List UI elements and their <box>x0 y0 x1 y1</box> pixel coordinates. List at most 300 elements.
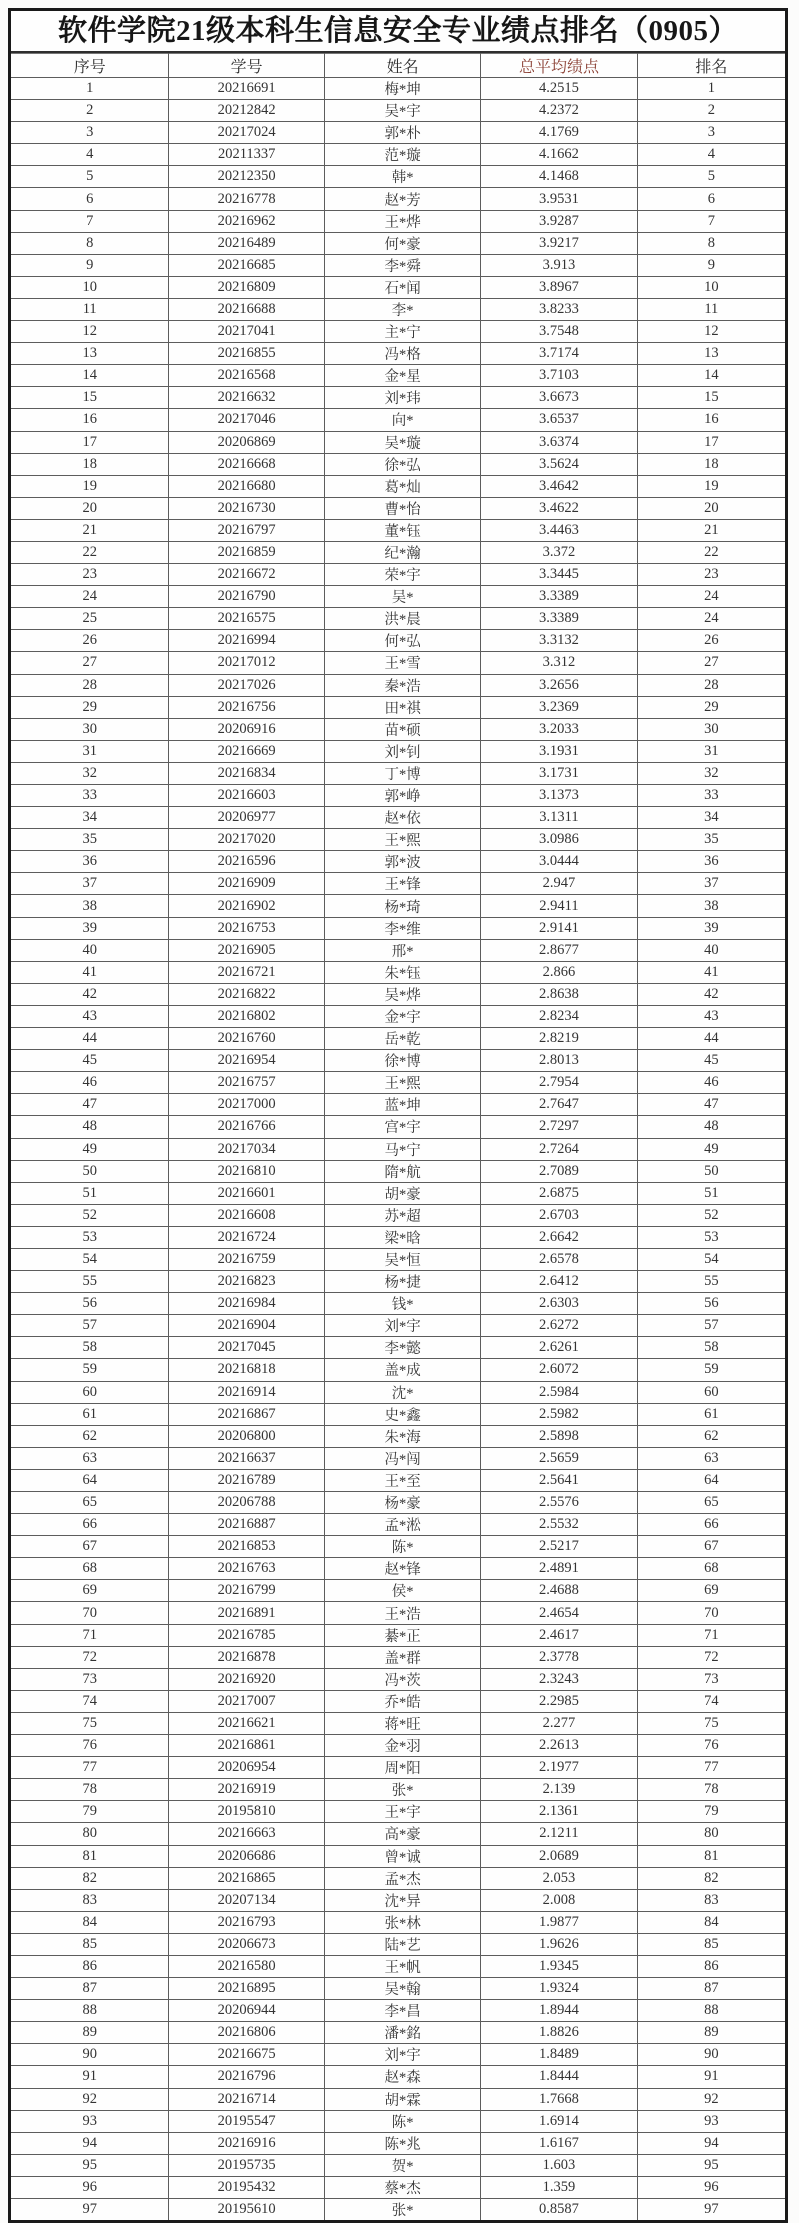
cell-rank: 39 <box>637 917 785 939</box>
cell-rank: 92 <box>637 2088 785 2110</box>
cell-index: 64 <box>11 1469 169 1491</box>
cell-index: 66 <box>11 1514 169 1536</box>
cell-name: 赵*锋 <box>324 1558 480 1580</box>
cell-gpa: 2.1211 <box>481 1823 637 1845</box>
cell-rank: 29 <box>637 696 785 718</box>
cell-student_id: 20216757 <box>169 1072 325 1094</box>
cell-name: 杨*豪 <box>324 1492 480 1514</box>
cell-index: 61 <box>11 1403 169 1425</box>
cell-student_id: 20217041 <box>169 321 325 343</box>
cell-rank: 59 <box>637 1359 785 1381</box>
cell-student_id: 20216637 <box>169 1447 325 1469</box>
table-row <box>11 1425 785 1447</box>
cell-rank: 75 <box>637 1712 785 1734</box>
cell-gpa: 2.1361 <box>481 1801 637 1823</box>
cell-rank: 42 <box>637 983 785 1005</box>
cell-index: 79 <box>11 1801 169 1823</box>
cell-index: 78 <box>11 1779 169 1801</box>
cell-index: 84 <box>11 1911 169 1933</box>
cell-rank: 88 <box>637 2000 785 2022</box>
cell-name: 沈*异 <box>324 1889 480 1911</box>
cell-index: 73 <box>11 1668 169 1690</box>
cell-gpa: 3.2656 <box>481 674 637 696</box>
table-row <box>11 2022 785 2044</box>
cell-index: 35 <box>11 829 169 851</box>
cell-gpa: 2.277 <box>481 1712 637 1734</box>
cell-rank: 50 <box>637 1160 785 1182</box>
cell-student_id: 20216675 <box>169 2044 325 2066</box>
table-row <box>11 696 785 718</box>
cell-name: 陈* <box>324 1536 480 1558</box>
cell-student_id: 20217024 <box>169 122 325 144</box>
cell-student_id: 20216575 <box>169 608 325 630</box>
cell-rank: 34 <box>637 807 785 829</box>
cell-rank: 24 <box>637 608 785 630</box>
cell-gpa: 2.8677 <box>481 939 637 961</box>
cell-gpa: 3.6374 <box>481 431 637 453</box>
cell-gpa: 3.4622 <box>481 497 637 519</box>
cell-index: 38 <box>11 895 169 917</box>
cell-name: 王*浩 <box>324 1602 480 1624</box>
cell-gpa: 1.9877 <box>481 1911 637 1933</box>
cell-rank: 61 <box>637 1403 785 1425</box>
cell-gpa: 3.8967 <box>481 276 637 298</box>
cell-gpa: 1.603 <box>481 2154 637 2176</box>
cell-student_id: 20216902 <box>169 895 325 917</box>
table-row <box>11 122 785 144</box>
table-row <box>11 564 785 586</box>
cell-rank: 43 <box>637 1005 785 1027</box>
cell-gpa: 3.0986 <box>481 829 637 851</box>
cell-gpa: 2.7264 <box>481 1138 637 1160</box>
table-row <box>11 453 785 475</box>
cell-student_id: 20216603 <box>169 785 325 807</box>
cell-student_id: 20207134 <box>169 1889 325 1911</box>
cell-student_id: 20216724 <box>169 1226 325 1248</box>
cell-index: 97 <box>11 2199 169 2221</box>
ranking-table <box>11 53 785 2220</box>
cell-gpa: 2.5532 <box>481 1514 637 1536</box>
cell-student_id: 20216855 <box>169 343 325 365</box>
cell-rank: 83 <box>637 1889 785 1911</box>
cell-rank: 36 <box>637 851 785 873</box>
table-row <box>11 917 785 939</box>
cell-gpa: 4.1662 <box>481 144 637 166</box>
cell-name: 杨*琦 <box>324 895 480 917</box>
table-row <box>11 1514 785 1536</box>
table-row <box>11 1845 785 1867</box>
cell-rank: 52 <box>637 1204 785 1226</box>
cell-name: 杨*捷 <box>324 1271 480 1293</box>
cell-rank: 12 <box>637 321 785 343</box>
cell-name: 张*林 <box>324 1911 480 1933</box>
table-row <box>11 1735 785 1757</box>
cell-name: 刘*宇 <box>324 1315 480 1337</box>
cell-index: 23 <box>11 564 169 586</box>
table-row <box>11 1271 785 1293</box>
cell-rank: 71 <box>637 1624 785 1646</box>
cell-student_id: 20217026 <box>169 674 325 696</box>
cell-gpa: 3.3389 <box>481 608 637 630</box>
cell-name: 何*弘 <box>324 630 480 652</box>
cell-gpa: 3.7103 <box>481 365 637 387</box>
header-rank: 排名 <box>637 54 785 78</box>
cell-rank: 5 <box>637 166 785 188</box>
cell-index: 92 <box>11 2088 169 2110</box>
header-index: 序号 <box>11 54 169 78</box>
cell-student_id: 20216759 <box>169 1248 325 1270</box>
cell-gpa: 2.9411 <box>481 895 637 917</box>
cell-name: 苏*超 <box>324 1204 480 1226</box>
cell-index: 18 <box>11 453 169 475</box>
cell-student_id: 20216680 <box>169 475 325 497</box>
cell-name: 孟*杰 <box>324 1867 480 1889</box>
cell-index: 10 <box>11 276 169 298</box>
cell-gpa: 3.0444 <box>481 851 637 873</box>
cell-name: 胡*豪 <box>324 1182 480 1204</box>
cell-gpa: 2.5641 <box>481 1469 637 1491</box>
cell-rank: 78 <box>637 1779 785 1801</box>
cell-index: 47 <box>11 1094 169 1116</box>
cell-gpa: 1.6167 <box>481 2132 637 2154</box>
cell-rank: 66 <box>637 1514 785 1536</box>
cell-student_id: 20216632 <box>169 387 325 409</box>
table-row <box>11 166 785 188</box>
table-row <box>11 608 785 630</box>
table-row <box>11 1138 785 1160</box>
table-row <box>11 718 785 740</box>
cell-name: 郭*峥 <box>324 785 480 807</box>
table-row <box>11 1072 785 1094</box>
cell-name: 丁*博 <box>324 762 480 784</box>
cell-name: 石*闻 <box>324 276 480 298</box>
cell-index: 30 <box>11 718 169 740</box>
cell-name: 吴* <box>324 586 480 608</box>
cell-index: 85 <box>11 1933 169 1955</box>
cell-name: 徐*弘 <box>324 453 480 475</box>
table-row <box>11 895 785 917</box>
table-row <box>11 1160 785 1182</box>
cell-index: 74 <box>11 1690 169 1712</box>
table-row <box>11 1359 785 1381</box>
cell-student_id: 20216822 <box>169 983 325 1005</box>
cell-student_id: 20216789 <box>169 1469 325 1491</box>
cell-rank: 37 <box>637 873 785 895</box>
cell-name: 王*熙 <box>324 1072 480 1094</box>
cell-gpa: 2.4617 <box>481 1624 637 1646</box>
table-row <box>11 807 785 829</box>
table-row <box>11 188 785 210</box>
cell-rank: 24 <box>637 586 785 608</box>
cell-name: 洪*晨 <box>324 608 480 630</box>
cell-gpa: 3.5624 <box>481 453 637 475</box>
table-row <box>11 2199 785 2221</box>
cell-student_id: 20195810 <box>169 1801 325 1823</box>
cell-name: 王*宇 <box>324 1801 480 1823</box>
cell-rank: 7 <box>637 210 785 232</box>
cell-name: 张* <box>324 2199 480 2221</box>
cell-name: 梁*晗 <box>324 1226 480 1248</box>
cell-rank: 94 <box>637 2132 785 2154</box>
cell-name: 向* <box>324 409 480 431</box>
cell-gpa: 3.3132 <box>481 630 637 652</box>
cell-gpa: 3.913 <box>481 254 637 276</box>
table-row <box>11 961 785 983</box>
table-row <box>11 210 785 232</box>
cell-rank: 77 <box>637 1757 785 1779</box>
cell-name: 冯*格 <box>324 343 480 365</box>
cell-gpa: 2.6303 <box>481 1293 637 1315</box>
cell-name: 张* <box>324 1779 480 1801</box>
cell-gpa: 1.9626 <box>481 1933 637 1955</box>
cell-index: 77 <box>11 1757 169 1779</box>
cell-student_id: 20216962 <box>169 210 325 232</box>
cell-name: 荣*宇 <box>324 564 480 586</box>
cell-name: 王*烨 <box>324 210 480 232</box>
cell-gpa: 3.2369 <box>481 696 637 718</box>
cell-name: 吴*翰 <box>324 1978 480 2000</box>
cell-index: 14 <box>11 365 169 387</box>
cell-gpa: 3.4642 <box>481 475 637 497</box>
cell-name: 金*羽 <box>324 1735 480 1757</box>
cell-name: 金*宇 <box>324 1005 480 1027</box>
cell-student_id: 20216867 <box>169 1403 325 1425</box>
cell-student_id: 20216916 <box>169 2132 325 2154</box>
cell-student_id: 20216785 <box>169 1624 325 1646</box>
cell-gpa: 2.4654 <box>481 1602 637 1624</box>
table-row <box>11 387 785 409</box>
table-body <box>11 78 785 2221</box>
cell-index: 90 <box>11 2044 169 2066</box>
table-row <box>11 873 785 895</box>
table-row <box>11 1779 785 1801</box>
cell-rank: 38 <box>637 895 785 917</box>
cell-student_id: 20216810 <box>169 1160 325 1182</box>
table-row <box>11 1315 785 1337</box>
cell-gpa: 2.4688 <box>481 1580 637 1602</box>
table-row <box>11 1381 785 1403</box>
table-row <box>11 1823 785 1845</box>
cell-gpa: 2.2985 <box>481 1690 637 1712</box>
table-row <box>11 232 785 254</box>
cell-rank: 72 <box>637 1646 785 1668</box>
cell-index: 93 <box>11 2110 169 2132</box>
cell-rank: 41 <box>637 961 785 983</box>
cell-index: 19 <box>11 475 169 497</box>
table-row <box>11 1116 785 1138</box>
cell-student_id: 20216891 <box>169 1602 325 1624</box>
cell-rank: 84 <box>637 1911 785 1933</box>
cell-student_id: 20216865 <box>169 1867 325 1889</box>
cell-rank: 90 <box>637 2044 785 2066</box>
cell-index: 25 <box>11 608 169 630</box>
cell-rank: 3 <box>637 122 785 144</box>
table-row <box>11 321 785 343</box>
cell-name: 李*舜 <box>324 254 480 276</box>
cell-index: 1 <box>11 78 169 100</box>
cell-gpa: 3.2033 <box>481 718 637 740</box>
cell-student_id: 20216904 <box>169 1315 325 1337</box>
cell-gpa: 3.1311 <box>481 807 637 829</box>
cell-rank: 47 <box>637 1094 785 1116</box>
cell-rank: 14 <box>637 365 785 387</box>
cell-index: 58 <box>11 1337 169 1359</box>
cell-gpa: 1.9345 <box>481 1955 637 1977</box>
cell-student_id: 20206673 <box>169 1933 325 1955</box>
cell-gpa: 2.6412 <box>481 1271 637 1293</box>
cell-index: 22 <box>11 541 169 563</box>
cell-student_id: 20217000 <box>169 1094 325 1116</box>
cell-name: 宫*宇 <box>324 1116 480 1138</box>
cell-student_id: 20206977 <box>169 807 325 829</box>
cell-student_id: 20216756 <box>169 696 325 718</box>
cell-student_id: 20216914 <box>169 1381 325 1403</box>
cell-gpa: 3.6673 <box>481 387 637 409</box>
table-row <box>11 1602 785 1624</box>
cell-gpa: 2.6261 <box>481 1337 637 1359</box>
cell-name: 苗*硕 <box>324 718 480 740</box>
cell-index: 16 <box>11 409 169 431</box>
cell-name: 王*雪 <box>324 652 480 674</box>
table-row <box>11 1337 785 1359</box>
cell-gpa: 2.2613 <box>481 1735 637 1757</box>
cell-name: 范*璇 <box>324 144 480 166</box>
cell-rank: 67 <box>637 1536 785 1558</box>
cell-index: 17 <box>11 431 169 453</box>
cell-gpa: 2.6272 <box>481 1315 637 1337</box>
cell-rank: 18 <box>637 453 785 475</box>
cell-rank: 65 <box>637 1492 785 1514</box>
cell-name: 韩* <box>324 166 480 188</box>
cell-gpa: 3.7174 <box>481 343 637 365</box>
table-row <box>11 519 785 541</box>
cell-rank: 44 <box>637 1028 785 1050</box>
cell-student_id: 20216730 <box>169 497 325 519</box>
cell-rank: 9 <box>637 254 785 276</box>
cell-index: 51 <box>11 1182 169 1204</box>
table-row <box>11 254 785 276</box>
cell-rank: 1 <box>637 78 785 100</box>
table-row <box>11 762 785 784</box>
cell-gpa: 1.8826 <box>481 2022 637 2044</box>
cell-student_id: 20216859 <box>169 541 325 563</box>
ranking-sheet <box>8 8 788 2223</box>
cell-gpa: 2.5217 <box>481 1536 637 1558</box>
cell-gpa: 2.5982 <box>481 1403 637 1425</box>
cell-index: 41 <box>11 961 169 983</box>
cell-student_id: 20216994 <box>169 630 325 652</box>
cell-name: 田*祺 <box>324 696 480 718</box>
cell-name: 王*熙 <box>324 829 480 851</box>
cell-name: 王*至 <box>324 1469 480 1491</box>
cell-student_id: 20216919 <box>169 1779 325 1801</box>
cell-index: 49 <box>11 1138 169 1160</box>
cell-index: 11 <box>11 298 169 320</box>
cell-student_id: 20216489 <box>169 232 325 254</box>
cell-index: 43 <box>11 1005 169 1027</box>
cell-student_id: 20216760 <box>169 1028 325 1050</box>
cell-student_id: 20216861 <box>169 1735 325 1757</box>
cell-rank: 2 <box>637 100 785 122</box>
cell-name: 蔡*杰 <box>324 2176 480 2198</box>
cell-gpa: 2.008 <box>481 1889 637 1911</box>
cell-gpa: 3.6537 <box>481 409 637 431</box>
cell-index: 6 <box>11 188 169 210</box>
table-row <box>11 298 785 320</box>
cell-index: 54 <box>11 1248 169 1270</box>
cell-index: 65 <box>11 1492 169 1514</box>
cell-gpa: 3.9287 <box>481 210 637 232</box>
cell-student_id: 20216853 <box>169 1536 325 1558</box>
cell-rank: 70 <box>637 1602 785 1624</box>
cell-student_id: 20216797 <box>169 519 325 541</box>
cell-gpa: 3.8233 <box>481 298 637 320</box>
cell-gpa: 2.8219 <box>481 1028 637 1050</box>
table-row <box>11 2088 785 2110</box>
cell-student_id: 20216596 <box>169 851 325 873</box>
table-row <box>11 652 785 674</box>
cell-name: 綦*正 <box>324 1624 480 1646</box>
cell-gpa: 2.1977 <box>481 1757 637 1779</box>
cell-student_id: 20216905 <box>169 939 325 961</box>
cell-rank: 23 <box>637 564 785 586</box>
cell-index: 34 <box>11 807 169 829</box>
table-row <box>11 1492 785 1514</box>
cell-rank: 8 <box>637 232 785 254</box>
cell-rank: 58 <box>637 1337 785 1359</box>
table-row <box>11 78 785 100</box>
table-row <box>11 100 785 122</box>
cell-student_id: 20206916 <box>169 718 325 740</box>
table-row <box>11 144 785 166</box>
cell-name: 李*维 <box>324 917 480 939</box>
cell-gpa: 2.5984 <box>481 1381 637 1403</box>
cell-student_id: 20216790 <box>169 586 325 608</box>
cell-index: 91 <box>11 2066 169 2088</box>
table-row <box>11 1801 785 1823</box>
cell-student_id: 20217012 <box>169 652 325 674</box>
cell-index: 75 <box>11 1712 169 1734</box>
cell-student_id: 20216721 <box>169 961 325 983</box>
cell-student_id: 20216601 <box>169 1182 325 1204</box>
cell-name: 郭*朴 <box>324 122 480 144</box>
table-row <box>11 1226 785 1248</box>
cell-rank: 48 <box>637 1116 785 1138</box>
cell-gpa: 4.1769 <box>481 122 637 144</box>
cell-index: 36 <box>11 851 169 873</box>
cell-index: 81 <box>11 1845 169 1867</box>
cell-gpa: 2.7647 <box>481 1094 637 1116</box>
cell-name: 岳*乾 <box>324 1028 480 1050</box>
cell-student_id: 20217045 <box>169 1337 325 1359</box>
cell-name: 赵*依 <box>324 807 480 829</box>
cell-gpa: 2.6703 <box>481 1204 637 1226</box>
cell-name: 陆*艺 <box>324 1933 480 1955</box>
cell-index: 71 <box>11 1624 169 1646</box>
cell-index: 53 <box>11 1226 169 1248</box>
cell-rank: 53 <box>637 1226 785 1248</box>
header-row <box>11 54 785 78</box>
cell-name: 曾*诚 <box>324 1845 480 1867</box>
cell-rank: 46 <box>637 1072 785 1094</box>
cell-student_id: 20216799 <box>169 1580 325 1602</box>
table-row <box>11 409 785 431</box>
cell-index: 24 <box>11 586 169 608</box>
cell-student_id: 20216621 <box>169 1712 325 1734</box>
table-row <box>11 2176 785 2198</box>
table-row <box>11 1094 785 1116</box>
cell-gpa: 2.5576 <box>481 1492 637 1514</box>
